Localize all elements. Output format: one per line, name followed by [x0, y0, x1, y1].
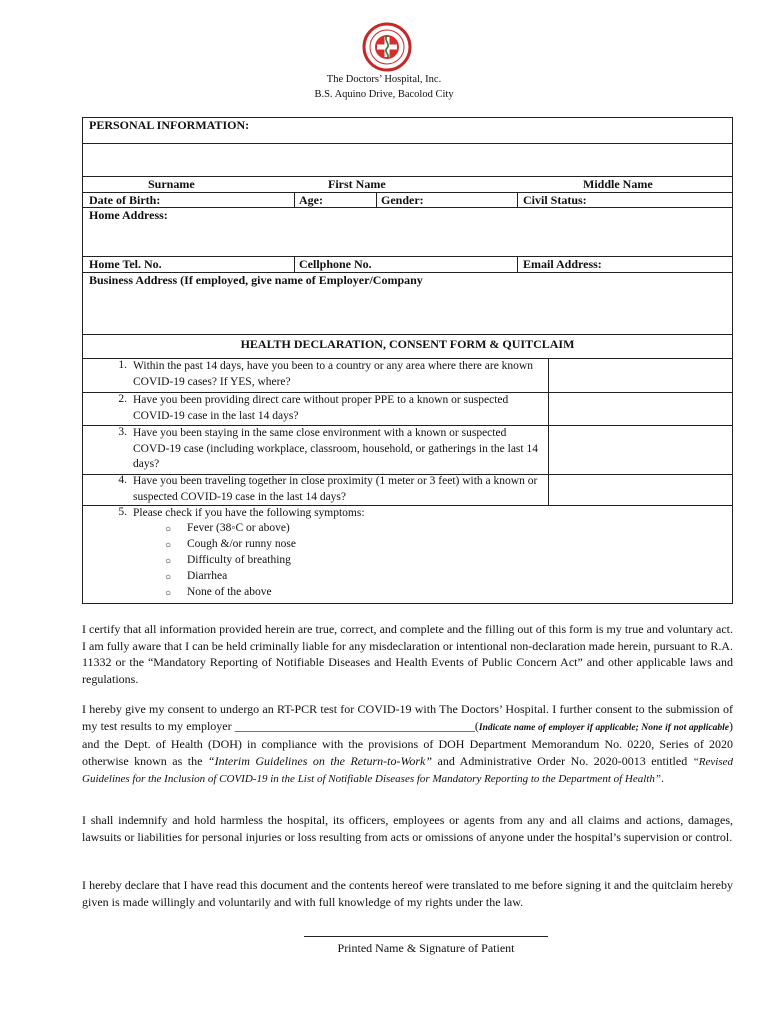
- surname-label: Surname: [148, 177, 195, 191]
- question-row: 1. Within the past 14 days, have you been to a country or any area where there are known COVID-19 cases? If YES, where?: [83, 358, 734, 392]
- health-declaration-title: HEALTH DECLARATION, CONSENT FORM & QUITCLAIM: [240, 337, 575, 351]
- cellphone-label: Cellphone No.: [299, 257, 372, 271]
- answer-field[interactable]: [549, 474, 734, 505]
- symptom-item: Diarrhea: [187, 570, 228, 582]
- questions-table: [82, 358, 733, 604]
- answer-field[interactable]: [549, 425, 734, 474]
- personal-info-table: [82, 117, 733, 359]
- question-text: Have you been providing direct care without proper PPE to a known or suspected COVID-19 case in the last 14 days?: [133, 394, 509, 422]
- home-tel-label: Home Tel. No.: [89, 257, 162, 271]
- middle-name-label: Middle Name: [583, 177, 653, 191]
- checkbox-bullet[interactable]: ○: [165, 540, 172, 551]
- checkbox-bullet[interactable]: ○: [165, 588, 172, 599]
- symptom-item: None of the above: [187, 586, 272, 598]
- first-name-label: First Name: [328, 177, 386, 191]
- name-entry-field[interactable]: [83, 144, 732, 175]
- hospital-seal-icon: [362, 22, 412, 72]
- checkbox-bullet[interactable]: ○: [165, 572, 172, 583]
- checkbox-bullet[interactable]: ○: [165, 556, 172, 567]
- question-row: 5. Please check if you have the following symptoms: ○ Fever (38◦C or above) ○ Cough &/or runny nose ○ Difficulty of breathing ○ Diarrhea ○ None of the above: [83, 505, 734, 604]
- question-text: Please check if you have the following symptoms:: [133, 507, 365, 519]
- symptom-item: Cough &/or runny nose: [187, 538, 296, 550]
- civil-status-label: Civil Status:: [523, 193, 587, 207]
- question-row: 3. Have you been staying in the same close environment with a known or suspected COVD-19 case (including workplace, classroom, household, or gatherings in the last 14 days?: [83, 425, 734, 474]
- hospital-name: The Doctors’ Hospital, Inc.: [326, 74, 442, 85]
- checkbox-bullet[interactable]: ○: [165, 524, 172, 535]
- dob-label: Date of Birth:: [89, 193, 161, 207]
- email-label: Email Address:: [523, 257, 602, 271]
- indemnity-paragraph: I shall indemnify and hold harmless the hospital, its officers, employees or agents from any and all claims and actions, damages, lawsuits or liabilities for personal injuries or loss resulting from acts or omissions of anyone under the hospital’s supervision or control.: [82, 813, 733, 844]
- answer-field[interactable]: [549, 358, 734, 392]
- question-text: Have you been staying in the same close environment with a known or suspected COVD-19 case (including workplace, classroom, household, or gatherings in the last 14 days?: [133, 427, 538, 470]
- age-label: Age:: [299, 193, 323, 207]
- question-text: Within the past 14 days, have you been to a country or any area where there are known COVID-19 cases? If YES, where?: [133, 360, 533, 388]
- certification-paragraph: I certify that all information provided herein are true, correct, and complete and the filling out of this form is my true and voluntary act. I am fully aware that I can be held criminally liable for any misdeclaration or intentional non-declaration made herein, pursuant to R.A. 11332 or the “Mandatory Reporting of Notifiable Diseases and Health Events of Public Concern Act” and other applicable laws and regulations.: [82, 622, 733, 686]
- signature-label: Printed Name & Signature of Patient: [337, 941, 515, 955]
- answer-field[interactable]: [549, 392, 734, 425]
- symptom-item: Fever (38◦C or above): [187, 522, 290, 534]
- question-text: Have you been traveling together in close proximity (1 meter or 3 feet) with a known or suspected COVID-19 case in the last 14 days?: [133, 475, 538, 503]
- gender-label: Gender:: [381, 193, 424, 207]
- symptom-item: Difficulty of breathing: [187, 554, 291, 566]
- question-row: 2. Have you been providing direct care without proper PPE to a known or suspected COVID-19 case in the last 14 days?: [83, 392, 734, 425]
- hospital-address: B.S. Aquino Drive, Bacolod City: [314, 89, 454, 100]
- question-row: 4. Have you been traveling together in close proximity (1 meter or 3 feet) with a known or suspected COVID-19 case in the last 14 days?: [83, 474, 734, 505]
- declaration-paragraph: I hereby declare that I have read this document and the contents hereof were translated to me before signing it and the quitclaim hereby given is made willingly and voluntarily and with full knowledge of my rights under the law.: [82, 878, 733, 909]
- business-address-label: Business Address (If employed, give name of Employer/Company: [89, 273, 423, 287]
- consent-paragraph: I hereby give my consent to undergo an RT-PCR test for COVID-19 with The Doctors’ Hospital. I further consent to the submission of my test results to my employer ________________________________________(Indicate name of employer if applicable; None if not applicable) and the Dept. of Health (DOH) in compliance with the provisions of DOH Department Memorandum No. 0220, Series of 2020 otherwise known as the “Interim Guidelines on the Return-to-Work” and Administrative Order No. 2020-0013 entitled “Revised Guidelines for the Inclusion of COVID-19 in the List of Notifiable Diseases for Mandatory Reporting to the Department of Health”.: [82, 702, 734, 785]
- signature-line[interactable]: [304, 936, 548, 937]
- home-address-label: Home Address:: [89, 208, 168, 222]
- personal-info-title: PERSONAL INFORMATION:: [89, 118, 250, 132]
